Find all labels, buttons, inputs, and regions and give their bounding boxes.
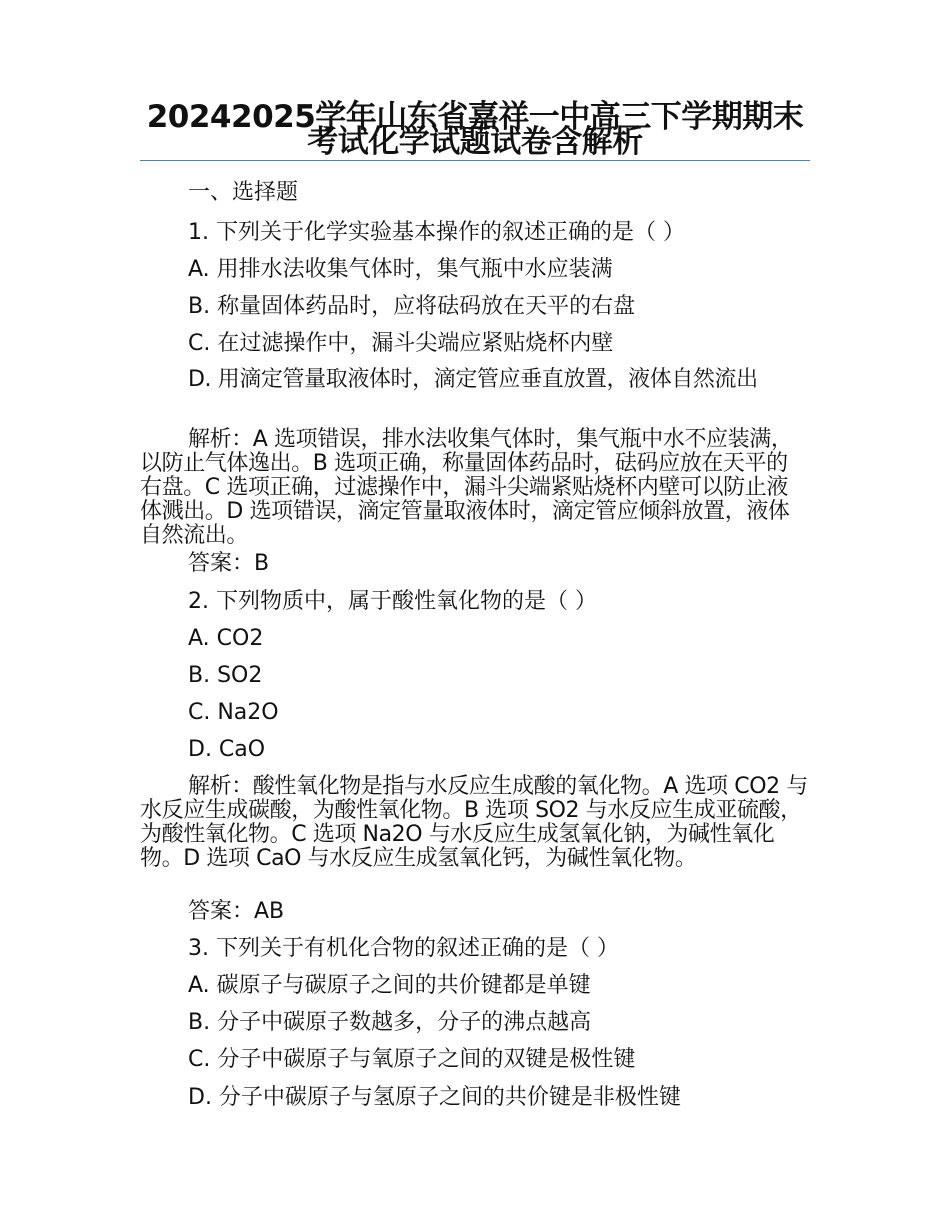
question-1-option-d: D. 用滴定管量取液体时，滴定管应垂直放置，液体自然流出 — [188, 367, 758, 392]
question-3-option-c: C. 分子中碳原子与氧原子之间的双键是极性键 — [188, 1047, 636, 1072]
question-2-option-c: C. Na2O — [188, 700, 279, 725]
question-1-answer: 答案：B — [188, 551, 270, 576]
question-2-option-d: D. CaO — [188, 737, 266, 762]
title-divider — [140, 160, 810, 161]
question-2-answer: 答案：AB — [188, 899, 285, 924]
question-1-explanation: 解析：A 选项错误，排水法收集气体时，集气瓶中水不应装满，以防止气体逸出。B 选项正确，称量固体药品时，砝码应放在天平的右盘。C 选项正确，过滤操作中，漏斗尖端紧贴烧杯内壁可以防止液体溅出。D 选项错误，滴定管量取液体时，滴定管应倾斜放置，液体自然流出。 — [140, 427, 793, 548]
question-2-stem: 2. 下列物质中，属于酸性氧化物的是（ ） — [188, 589, 597, 614]
question-3-option-d: D. 分子中碳原子与氢原子之间的共价键是非极性键 — [188, 1085, 681, 1110]
section-heading: 一、选择题 — [188, 180, 299, 205]
question-1-stem: 1. 下列关于化学实验基本操作的叙述正确的是（ ） — [188, 220, 685, 245]
question-3-option-a: A. 碳原子与碳原子之间的共价键都是单键 — [188, 973, 591, 998]
question-3-option-b: B. 分子中碳原子数越多，分子的沸点越高 — [188, 1010, 592, 1035]
question-2-option-b: B. SO2 — [188, 663, 263, 688]
question-1-option-a: A. 用排水法收集气体时，集气瓶中水应装满 — [188, 257, 613, 282]
question-1-option-c: C. 在过滤操作中，漏斗尖端应紧贴烧杯内壁 — [188, 331, 614, 356]
question-3-stem: 3. 下列关于有机化合物的叙述正确的是（ ） — [188, 936, 619, 961]
question-2-explanation: 解析：酸性氧化物是指与水反应生成酸的氧化物。A 选项 CO2 与水反应生成碳酸，为酸性氧化物。B 选项 SO2 与水反应生成亚硫酸，为酸性氧化物。C 选项 Na2O 与水反应生成氢氧化钠，为碱性氧化物。D 选项 CaO 与水反应生成氢氧化钙，为碱性氧化物。 — [140, 774, 808, 871]
document-title: 20242025学年山东省嘉祥一中高三下学期期末考试化学试题试卷含解析 — [146, 99, 804, 160]
question-1-option-b: B. 称量固体药品时，应将砝码放在天平的右盘 — [188, 294, 636, 319]
question-2-option-a: A. CO2 — [188, 626, 264, 651]
